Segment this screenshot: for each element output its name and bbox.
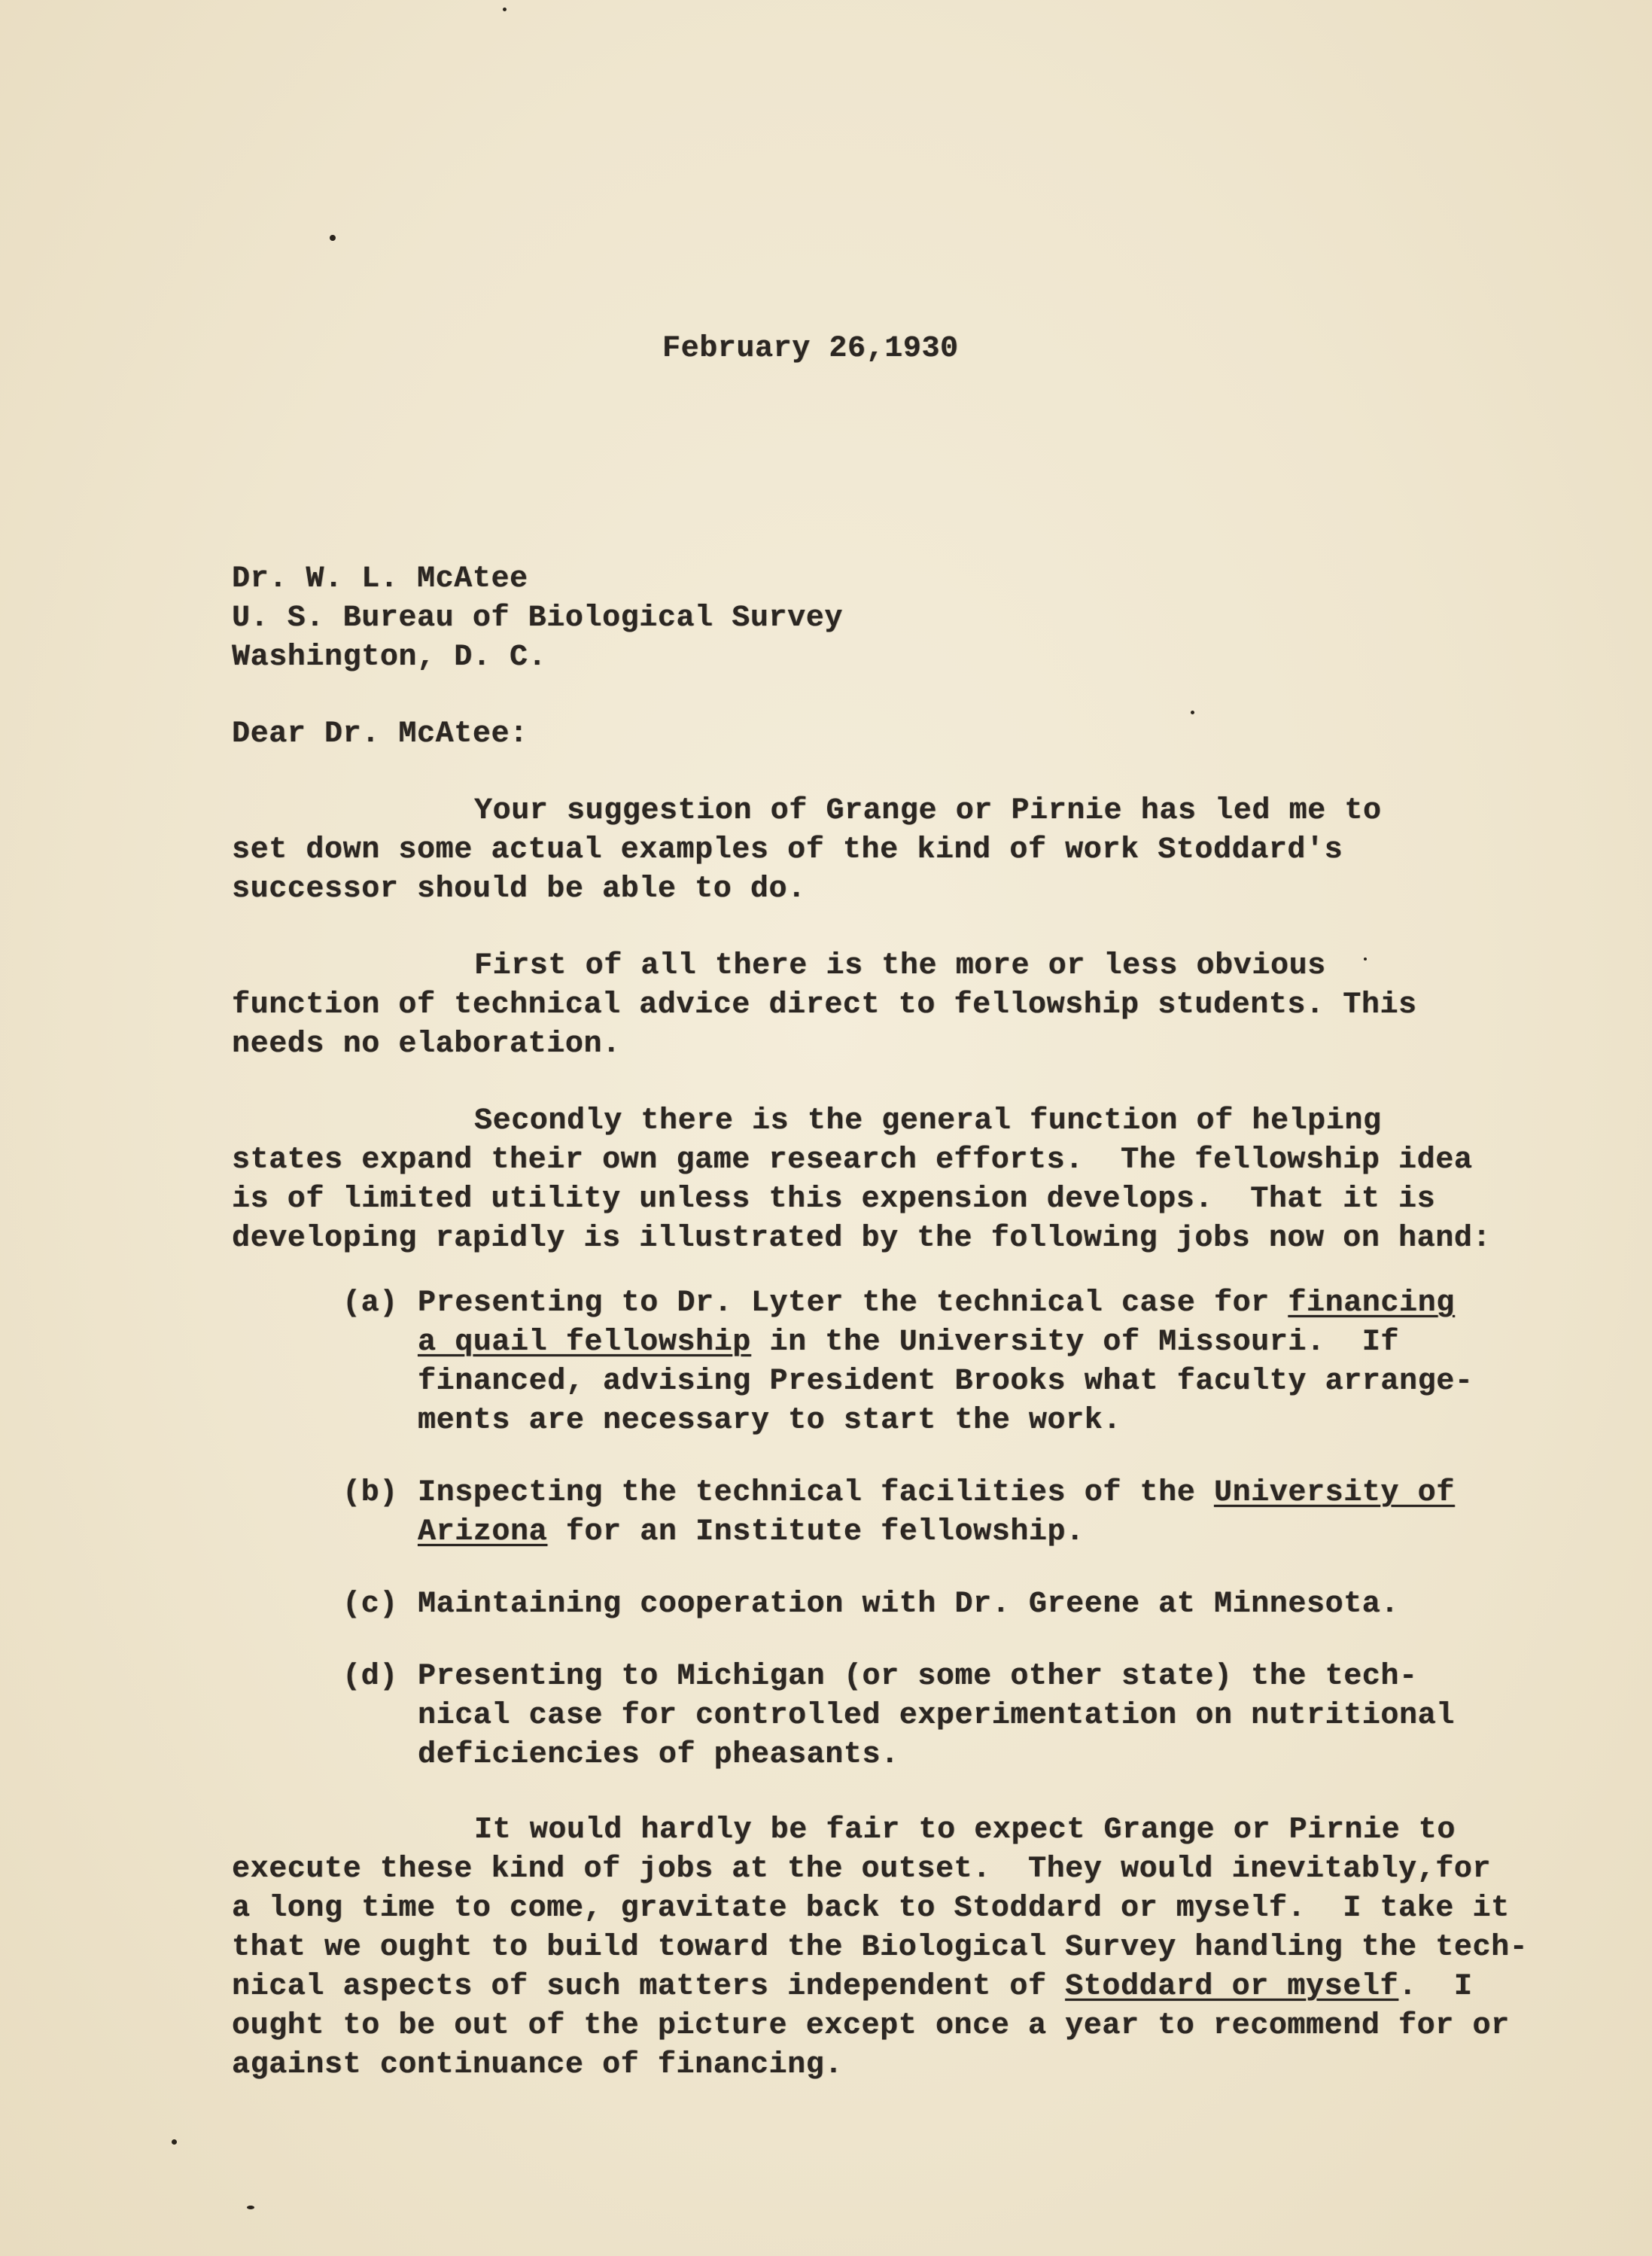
item-text: Inspecting the technical facilities of the	[418, 1476, 1214, 1510]
paragraph-text: nical aspects of such matters independent of	[232, 1970, 1066, 2004]
item-a-line: ments are necessary to start the work.	[418, 1404, 1121, 1438]
item-b-line	[418, 1474, 1455, 1513]
address-line: Dr. W. L. McAtee	[232, 562, 528, 596]
salutation: Dear Dr. McAtee:	[232, 717, 528, 751]
underlined-text: Arizona	[418, 1515, 548, 1549]
item-d-line: nical case for controlled experimentation on nutritional	[418, 1699, 1455, 1733]
item-a-line: financed, advising President Brooks what faculty arrange-	[418, 1365, 1474, 1399]
underlined-text: Stoddard or myself	[1065, 1970, 1399, 2004]
paragraph-line	[232, 1968, 1472, 2007]
item-text: in the University of Missouri. If	[750, 1326, 1400, 1359]
paragraph-line: needs no elaboration.	[232, 1028, 621, 1061]
paragraph-line: Your suggestion of Grange or Pirnie has led me to	[474, 794, 1382, 828]
item-d-line: Presenting to Michigan (or some other state) the tech-	[418, 1660, 1418, 1694]
item-text: for an Institute fellowship.	[547, 1515, 1085, 1549]
paragraph-line: developing rapidly is illustrated by the following jobs now on hand:	[232, 1222, 1492, 1256]
item-label-b: (b)	[342, 1476, 398, 1510]
paragraph-line: is of limited utility unless this expension develops. That it is	[232, 1183, 1436, 1216]
item-a-line	[418, 1284, 1455, 1323]
address-line: U. S. Bureau of Biological Survey	[232, 601, 843, 635]
paragraph-line: set down some actual examples of the kind of work Stoddard's	[232, 833, 1343, 867]
paragraph-line: a long time to come, gravitate back to Stoddard or myself. I take it	[232, 1892, 1510, 1926]
paragraph-line: function of technical advice direct to fellowship students. This	[232, 988, 1417, 1022]
item-label-a: (a)	[342, 1286, 398, 1320]
paragraph-line: execute these kind of jobs at the outset. They would inevitably,for	[232, 1853, 1492, 1886]
item-text: Presenting to Dr. Lyter the technical case for	[418, 1286, 1288, 1320]
paragraph-line: successor should be able to do.	[232, 872, 806, 906]
item-c-line: Maintaining cooperation with Dr. Greene at Minnesota.	[418, 1588, 1400, 1621]
item-label-d: (d)	[342, 1660, 398, 1694]
item-d-line: deficiencies of pheasants.	[418, 1738, 899, 1772]
item-label-c: (c)	[342, 1588, 398, 1621]
paragraph-line: states expand their own game research efforts. The fellowship idea	[232, 1143, 1473, 1177]
paragraph-line: that we ought to build toward the Biological Survey handling the tech-	[232, 1931, 1529, 1965]
paragraph-line: ought to be out of the picture except once a year to recommend for or	[232, 2009, 1510, 2043]
paragraph-line: against continuance of financing.	[232, 2048, 843, 2082]
item-b-line	[418, 1513, 1085, 1552]
item-a-line	[418, 1323, 1399, 1362]
underlined-text: financing	[1288, 1286, 1455, 1320]
address-line: Washington, D. C.	[232, 641, 547, 674]
paragraph-line: It would hardly be fair to expect Grange or Pirnie to	[474, 1813, 1456, 1847]
paragraph-line: Secondly there is the general function of helping	[474, 1104, 1382, 1138]
paragraph-line: First of all there is the more or less obvious	[474, 949, 1326, 983]
paragraph-text: . I	[1398, 1970, 1473, 2004]
underlined-text: University of	[1213, 1476, 1455, 1510]
underlined-text: a quail fellowship	[418, 1326, 751, 1359]
letter-date: February 26,1930	[662, 332, 959, 366]
